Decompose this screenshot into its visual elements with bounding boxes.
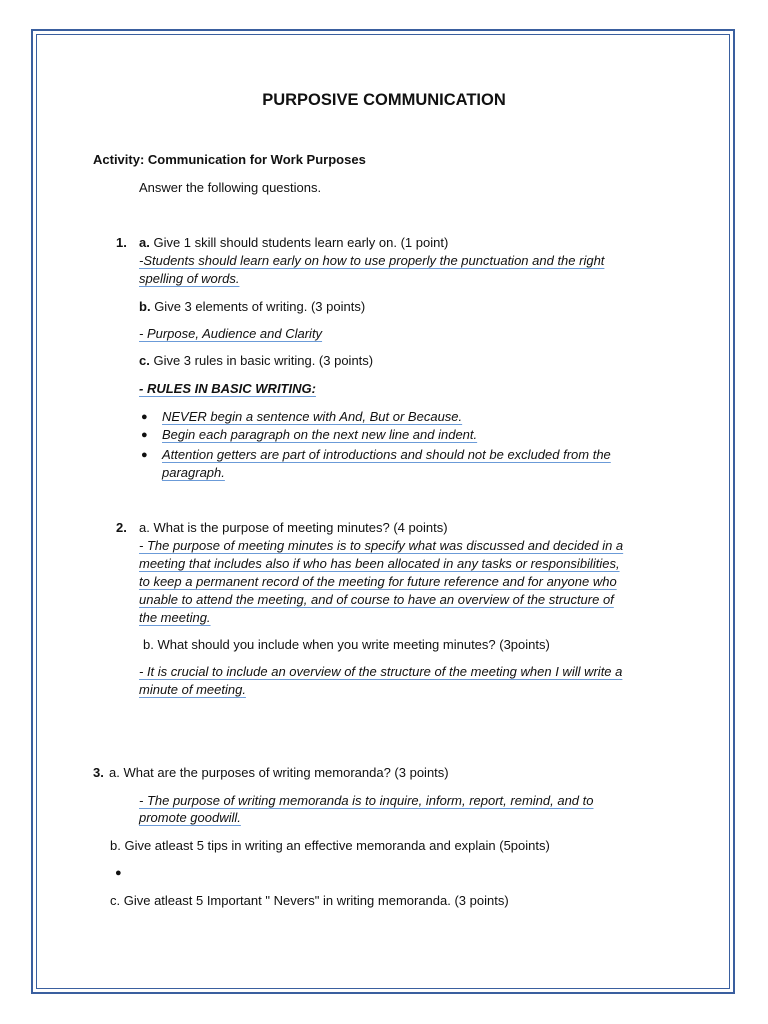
q1b-answer: - Purpose, Audience and Clarity <box>139 326 323 341</box>
q2a-answer-line-4: unable to attend the meeting, and of course to have an overview of the structure of <box>139 592 614 607</box>
document-title: PURPOSIVE COMMUNICATION <box>262 91 506 109</box>
q1-number: 1. <box>116 235 127 250</box>
q3a-answer-line-2: promote goodwill. <box>139 810 241 825</box>
q3a-answer-line-1: - The purpose of writing memoranda is to inquire, inform, report, remind, and to <box>139 793 594 808</box>
q2a-answer-line-5: the meeting. <box>139 610 211 625</box>
q3-number: 3. <box>93 765 104 780</box>
q2b-question: b. What should you include when you write meeting minutes? (3points) <box>143 637 550 652</box>
q2-number: 2. <box>116 520 127 535</box>
q2a-answer-line-3: to keep a permanent record of the meeting for future reference and for anyone who <box>139 574 617 589</box>
q1c-question <box>139 352 373 370</box>
q3c-question: c. Give atleast 5 Important " Nevers" in writing memoranda. (3 points) <box>110 893 509 908</box>
q1c-letter: c. <box>139 353 150 368</box>
q1b-letter: b. <box>139 299 151 314</box>
activity-label: Activity: Communication for Work Purposes <box>93 152 366 167</box>
q2a-question: a. What is the purpose of meeting minutes? (4 points) <box>139 520 448 535</box>
q1a-question <box>139 234 448 252</box>
q3a-question: a. What are the purposes of writing memoranda? (3 points) <box>109 765 449 780</box>
q2a-answer-line-1: - The purpose of meeting minutes is to specify what was discussed and decided in a <box>139 538 624 553</box>
q1b-question <box>139 298 365 316</box>
q1a-answer-line-1: -Students should learn early on how to use properly the punctuation and the right <box>139 253 605 268</box>
bullet-icon: ● <box>115 867 122 879</box>
bullet-icon: ● <box>141 449 148 461</box>
q1a-answer-line-2: spelling of words. <box>139 271 240 286</box>
bullet-icon: ● <box>141 411 148 423</box>
q1a-letter: a. <box>139 235 150 250</box>
q1c-rule-3: Attention getters are part of introductions and should not be excluded from the <box>162 447 611 462</box>
q1b-text: Give 3 elements of writing. (3 points) <box>154 299 366 314</box>
q1c-rule-3-cont: paragraph. <box>162 465 225 480</box>
q2b-answer-line-1: - It is crucial to include an overview of the structure of the meeting when I will write a <box>139 664 623 679</box>
q1a-text: Give 1 skill should students learn early on. (1 point) <box>153 235 449 250</box>
q1c-rule-1: NEVER begin a sentence with And, But or Because. <box>162 409 463 424</box>
q1c-text: Give 3 rules in basic writing. (3 points) <box>153 353 374 368</box>
instruction-text: Answer the following questions. <box>139 180 322 195</box>
q3b-question: b. Give atleast 5 tips in writing an effective memoranda and explain (5points) <box>110 838 550 853</box>
q1c-rule-2: Begin each paragraph on the next new line and indent. <box>162 427 478 442</box>
q1c-rules-header: - RULES IN BASIC WRITING: <box>139 381 316 396</box>
q2b-answer-line-2: minute of meeting. <box>139 682 246 697</box>
bullet-icon: ● <box>141 429 148 441</box>
q2a-answer-line-2: meeting that includes also if who has been allocated in any tasks or responsibilities, <box>139 556 620 571</box>
